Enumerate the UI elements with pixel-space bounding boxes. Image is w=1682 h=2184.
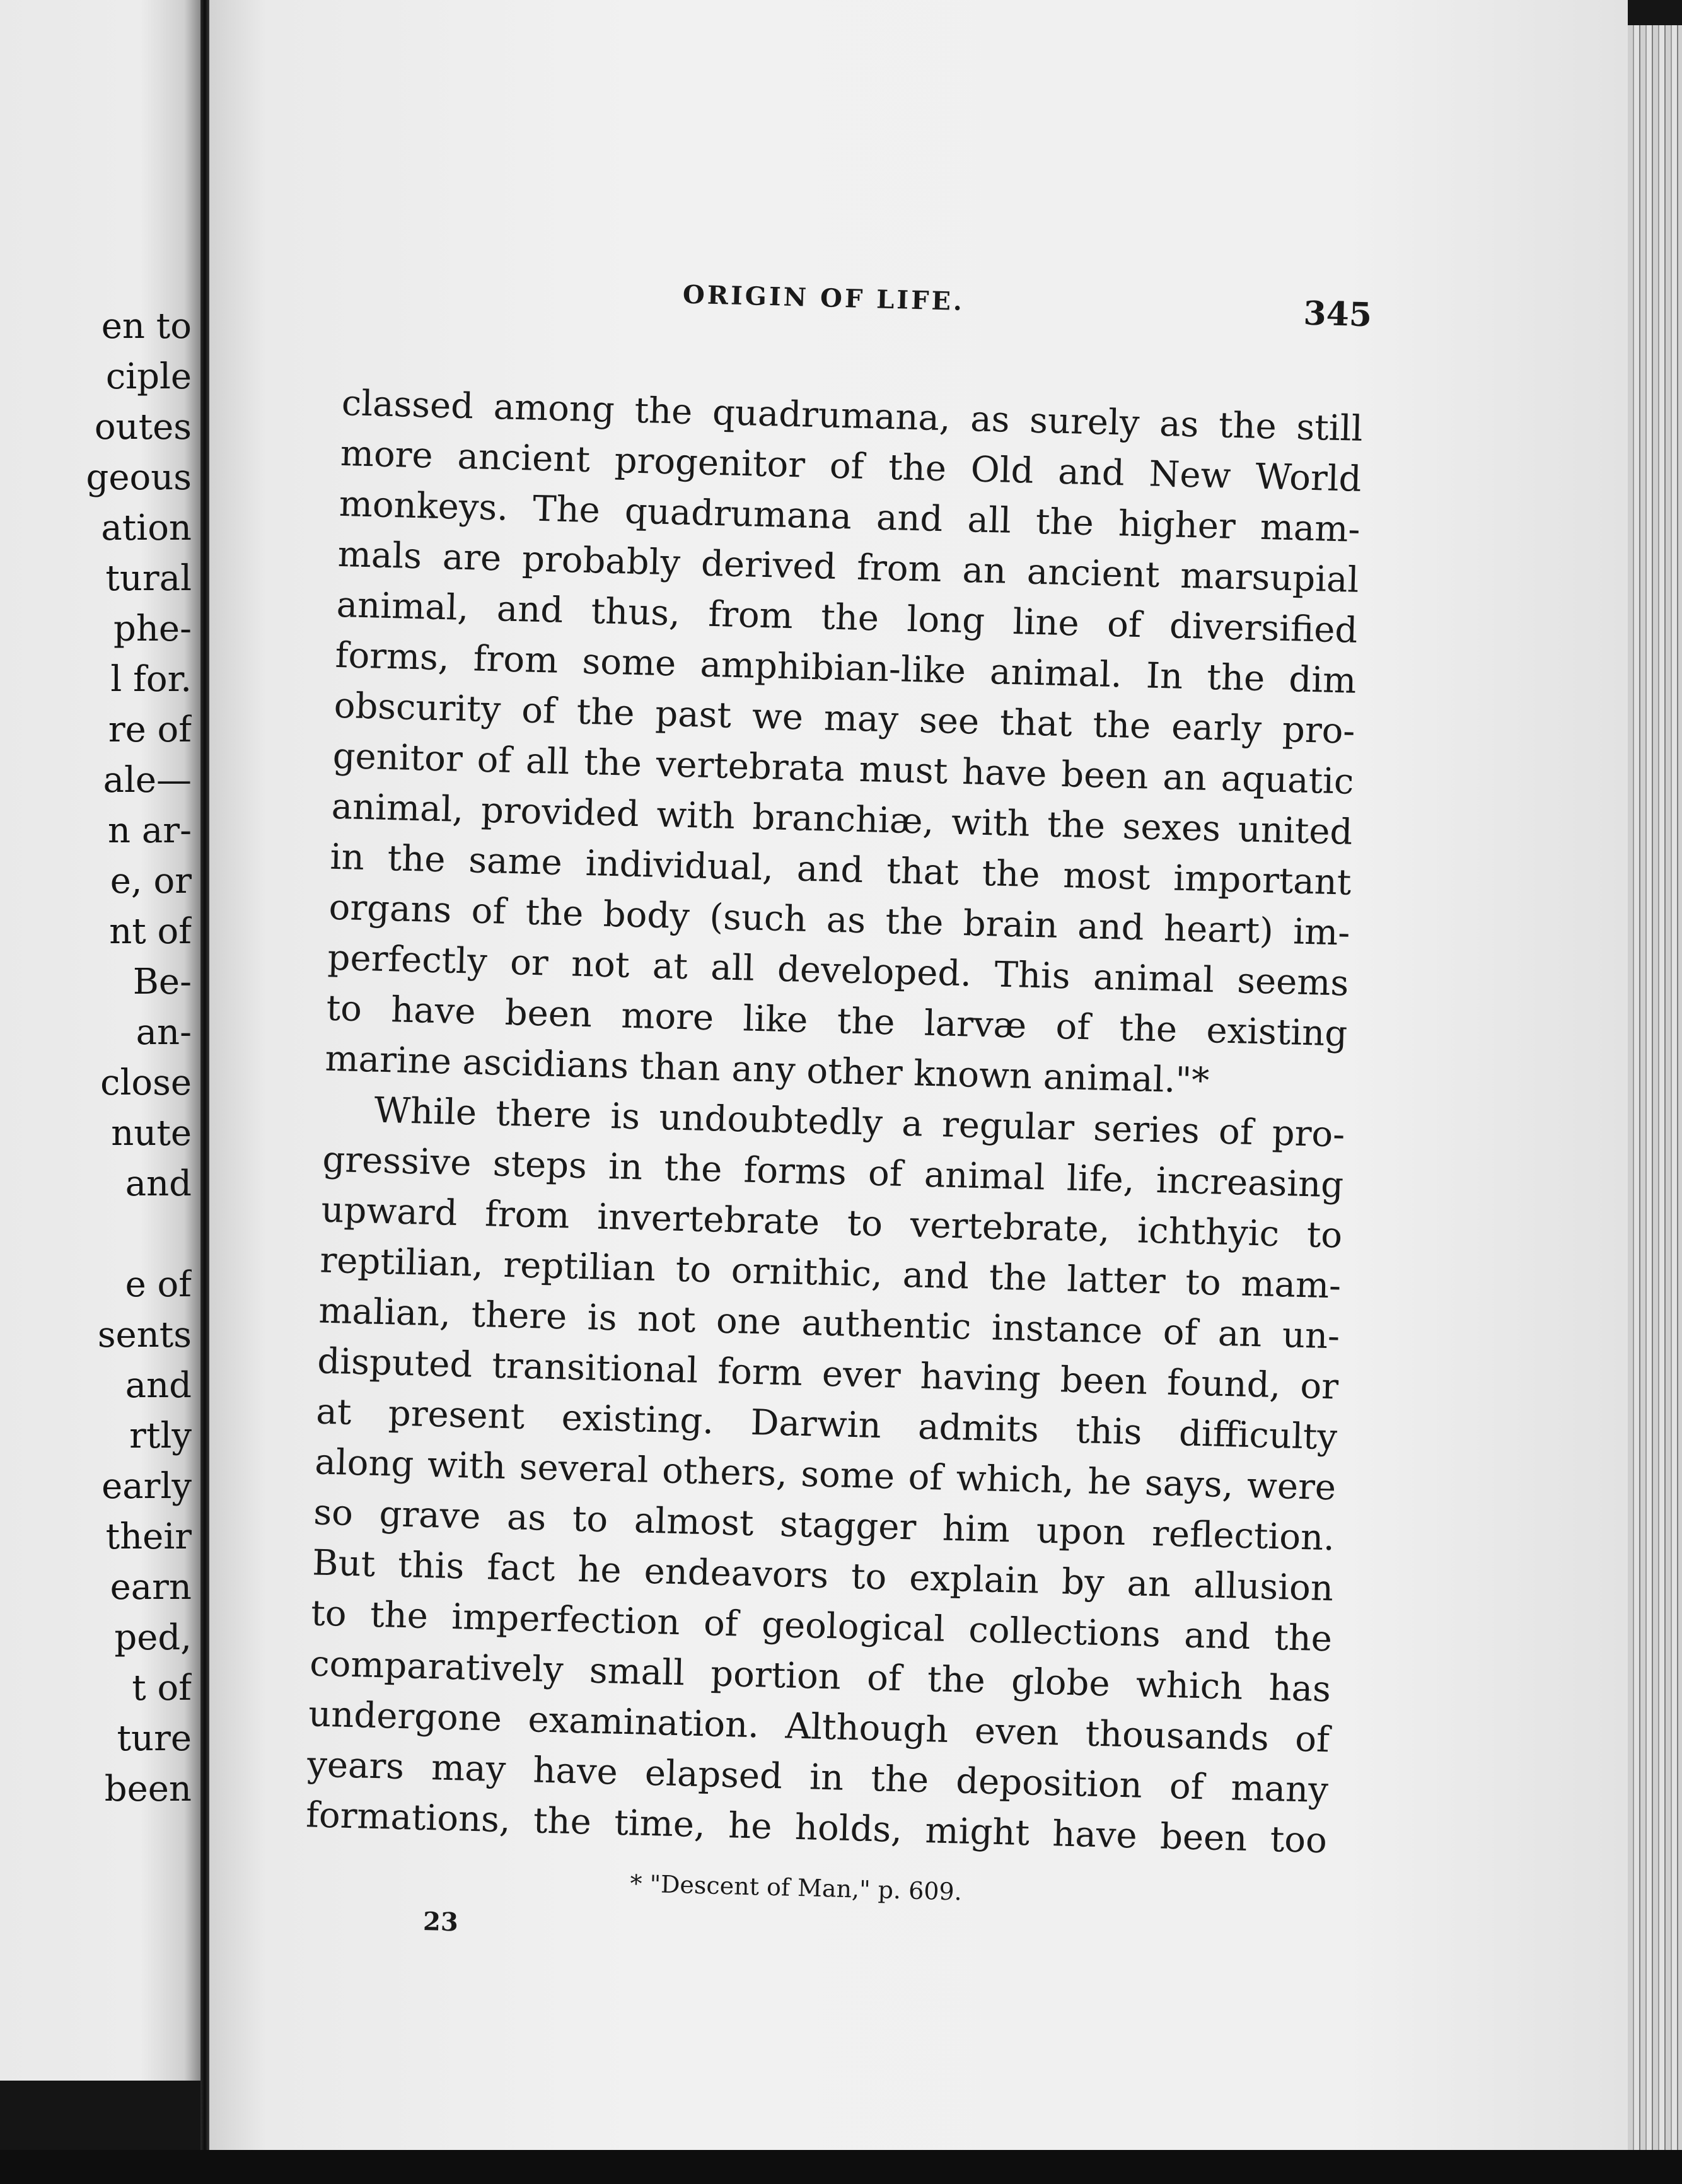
book-gutter: [200, 0, 209, 2184]
left-page-text-fragments: [3, 301, 192, 1815]
text-line: along with several others, some of which, he says, were: [314, 1441, 1337, 1509]
left-fragment: sents: [97, 1315, 192, 1356]
text-line: organs of the body (such as the brain and heart) im-: [328, 886, 1351, 954]
text-line: in the same individual, and that the most important: [329, 836, 1352, 903]
left-fragment: geous: [86, 457, 192, 498]
left-fragment: e of: [125, 1264, 192, 1305]
text-line: so grave as to almost stagger him upon reflection.: [313, 1492, 1335, 1559]
text-line: comparatively small portion of the globe which has: [309, 1643, 1331, 1711]
text-line: more ancient progenitor of the Old and New World: [340, 433, 1362, 500]
left-fragment: re of: [108, 709, 192, 750]
left-fragment: ciple: [105, 356, 192, 397]
text-line: gressive steps in the forms of animal life, increasing: [322, 1139, 1344, 1206]
left-fragment: phe-: [113, 608, 192, 649]
text-line: disputed transitional form ever having been found, or: [316, 1340, 1339, 1408]
text-line: monkeys. The quadrumana and all the higher mam-: [339, 483, 1361, 550]
text-line: formations, the time, he holds, might have been too: [305, 1794, 1328, 1862]
text-line: to the imperfection of geological collections and the: [310, 1593, 1333, 1660]
left-fragment: Be-: [132, 961, 192, 1002]
left-fragment: rtly: [129, 1415, 192, 1456]
left-fragment: ale—: [103, 760, 192, 801]
running-title: ORIGIN OF LIFE.: [682, 279, 965, 317]
text-line: forms, from some amphibian-like animal. In the dim: [335, 634, 1357, 702]
text-line: at present existing. Darwin admits this difficulty: [315, 1391, 1338, 1458]
text-line: perfectly or not at all developed. This animal seems: [327, 937, 1350, 1004]
left-fragment: t of: [132, 1668, 192, 1709]
left-fragment: tural: [105, 558, 192, 599]
text-line: While there is undoubtedly a regular series of pro-: [373, 1089, 1345, 1156]
left-fragment: ture: [117, 1718, 192, 1759]
footnote: * "Descent of Man," p. 609.: [629, 1869, 963, 1906]
text-line: animal, provided with branchiæ, with the sexes united: [330, 786, 1354, 853]
signature-mark: 23: [422, 1907, 459, 1937]
left-fragment: l for.: [110, 659, 192, 700]
left-fragment: been: [104, 1769, 192, 1809]
paragraph-1: [325, 378, 1364, 1110]
text-line: to have been more like the larvæ of the existing: [325, 987, 1348, 1055]
left-fragment: and: [125, 1365, 192, 1406]
left-fragment: early: [102, 1466, 192, 1507]
left-fragment: and: [125, 1163, 192, 1204]
left-fragment: their: [105, 1516, 192, 1557]
left-fragment: [3, 1209, 192, 1260]
text-line: undergone examination. Although even thousands of: [308, 1693, 1330, 1761]
text-line: obscurity of the past we may see that the early pro-: [334, 685, 1356, 752]
page-number: 345: [1302, 294, 1372, 335]
left-fragment: en to: [101, 306, 192, 347]
text-line: malian, there is not one authentic instance of an un-: [318, 1290, 1340, 1357]
left-fragment: e, or: [110, 861, 192, 902]
page-text-block: [303, 279, 1372, 1967]
text-line: reptilian, reptilian to ornithic, and the latter to mam-: [319, 1240, 1342, 1307]
scan-bottom-border: [0, 2150, 1682, 2184]
left-fragment: n ar-: [108, 810, 192, 851]
left-fragment: an-: [136, 1012, 192, 1053]
left-fragment: earn: [110, 1567, 192, 1608]
left-fragment: close: [100, 1062, 192, 1103]
text-line: mals are probably derived from an ancient marsupial: [337, 533, 1360, 601]
left-facing-page: [0, 0, 200, 2081]
text-line: animal, and thus, from the long line of diversified: [336, 584, 1359, 651]
text-line: classed among the quadrumana, as surely as the still: [341, 382, 1364, 450]
paragraph-2: [305, 1084, 1345, 1867]
text-line: But this fact he endeavors to explain by an allusion: [311, 1542, 1334, 1610]
text-line: marine ascidians than any other known animal."*: [324, 1038, 1210, 1102]
page-stack-edge: [1628, 25, 1682, 2156]
text-line: upward from invertebrate to vertebrate, ichthyic to: [320, 1189, 1343, 1257]
text-line: genitor of all the vertebrata must have been an aquatic: [332, 735, 1355, 803]
left-fragment: nt of: [109, 911, 192, 952]
text-line: years may have elapsed in the deposition of many: [306, 1744, 1329, 1811]
left-fragment: outes: [94, 407, 192, 448]
left-fragment: ped,: [114, 1617, 192, 1658]
left-fragment: ation: [101, 508, 192, 549]
left-fragment: nute: [111, 1113, 192, 1154]
